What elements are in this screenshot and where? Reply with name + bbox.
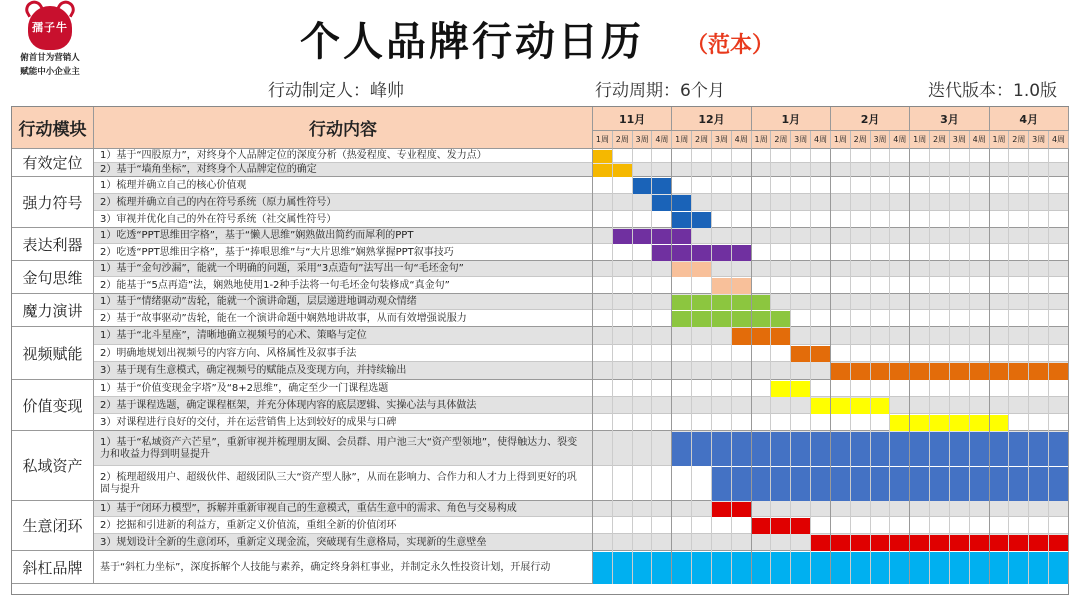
week-header: 3周 [871, 131, 891, 149]
action-item-text: 2）能基于“5点再造”法，娴熟地使用1-2种手法将一句毛坯金句装修成“真金句” [94, 277, 593, 294]
action-item-text: 基于“斜杠力坐标”，深度拆解个人技能与素养，确定终身斜杠事业，并制定永久性投资计划，开展行动 [94, 551, 593, 584]
gantt-bar [672, 432, 1069, 466]
week-header: 4周 [652, 131, 672, 149]
meta-creator: 行动制定人：峰帅 [268, 81, 404, 101]
module-label: 魔力演讲 [12, 294, 94, 327]
header-content: 行动内容 [94, 107, 593, 149]
gantt-bar [752, 518, 811, 534]
gantt-bar [712, 278, 752, 294]
action-item-text: 2）梳理并确立自己的内在符号系统（原力属性符号） [94, 194, 593, 211]
week-header: 1周 [990, 131, 1010, 149]
gantt-bar [593, 164, 633, 177]
week-header: 4周 [1049, 131, 1069, 149]
week-header: 2周 [1009, 131, 1029, 149]
meta-period: 行动周期：6个月 [595, 81, 725, 101]
gantt-bar [613, 229, 692, 244]
action-item-text: 1）基于“四股原力”，对终身个人品牌定位的深度分析（热爱程度、专业程度、发力点） [94, 149, 593, 163]
module-label: 私域资产 [12, 431, 94, 501]
module-label: 价值变现 [12, 380, 94, 431]
logo-tagline-1: 俯首甘为营销人 [20, 53, 80, 63]
week-header: 4周 [970, 131, 990, 149]
gantt-bar [633, 178, 673, 194]
month-header: 11月 [593, 107, 672, 131]
week-header: 2周 [613, 131, 633, 149]
week-header: 1周 [672, 131, 692, 149]
action-item-text: 2）基于“墙角坐标”，对终身个人品牌定位的确定 [94, 163, 593, 177]
gantt-bar [652, 245, 751, 261]
action-item-text: 1）梳理并确立自己的核心价值观 [94, 177, 593, 194]
month-header: 4月 [990, 107, 1069, 131]
header-module: 行动模块 [12, 107, 94, 149]
action-item-text: 1）基于“北斗星座”，清晰地确立视频号的心术、策略与定位 [94, 327, 593, 345]
action-item-text: 1）吃透“PPT思维田字格”，基于“懒人思维”娴熟做出简约而犀利的PPT [94, 228, 593, 244]
week-header: 4周 [732, 131, 752, 149]
gantt-bar [672, 295, 771, 310]
gantt-bar [831, 363, 1069, 380]
gantt-bar [712, 467, 1069, 501]
brand-logo [8, 6, 92, 78]
week-header: 1周 [831, 131, 851, 149]
week-header: 3周 [633, 131, 653, 149]
gantt-bar [791, 346, 831, 362]
module-label: 视频赋能 [12, 327, 94, 380]
week-header: 3周 [712, 131, 732, 149]
action-item-text: 3）对课程进行良好的交付，并在运营销售上达到较好的成果与口碑 [94, 414, 593, 431]
module-label: 强力符号 [12, 177, 94, 228]
month-header: 1月 [752, 107, 831, 131]
action-item-text: 1）基于“情绪驱动”齿轮，能就一个演讲命题，层层递进地调动观众情绪 [94, 294, 593, 310]
gantt-bar [732, 328, 791, 345]
module-label: 斜杠品牌 [12, 551, 94, 584]
gantt-bar [811, 535, 1069, 551]
action-item-text: 3）审视并优化自己的外在符号系统（社交属性符号） [94, 211, 593, 228]
gantt-bar [890, 415, 1009, 431]
gantt-bar [771, 381, 811, 397]
action-item-text: 3）基于现有生意模式，确定视频号的赋能点及变现方向，并持续输出 [94, 362, 593, 380]
module-label: 有效定位 [12, 149, 94, 177]
module-label: 生意闭环 [12, 501, 94, 551]
action-item-text: 3）规划设计全新的生意闭环，重新定义现金流，突破现有生意格局，实现新的生意壁垒 [94, 534, 593, 551]
bull-head-icon [28, 6, 72, 50]
gantt-bar [672, 311, 791, 327]
module-label: 表达利器 [12, 228, 94, 261]
week-header: 4周 [811, 131, 831, 149]
logo-badge-text: 孺子牛 [32, 21, 68, 34]
week-header: 2周 [851, 131, 871, 149]
week-header: 1周 [593, 131, 613, 149]
action-item-text: 1）基于“闭环力模型”，拆解并重新审视自己的生意模式，重估生意中的需求、角色与交易构成 [94, 501, 593, 517]
week-header: 4周 [890, 131, 910, 149]
gantt-bar [652, 195, 692, 211]
action-item-text: 1）基于“金句沙漏”，能就一个明确的问题，采用“3点造句”法写出一句“毛坯金句” [94, 261, 593, 277]
page-title: 个人品牌行动日历 [300, 19, 644, 65]
week-header: 1周 [910, 131, 930, 149]
action-item-text: 2）明确地规划出视频号的内容方向、风格属性及叙事手法 [94, 345, 593, 362]
action-item-text: 1）基于“价值变现金字塔”及“8+2思维”，确定至少一门课程选题 [94, 380, 593, 397]
week-header: 2周 [692, 131, 712, 149]
logo-tagline-2: 赋能中小企业主 [20, 67, 80, 77]
month-header: 3月 [910, 107, 989, 131]
action-item-text: 2）梳理超级用户、超级伙伴、超级团队三大“资产型人脉”，从而在影响力、合作力和人才力上得到更好的巩固与提升 [94, 466, 593, 501]
week-header: 3周 [791, 131, 811, 149]
gantt-bar [593, 150, 613, 163]
meta-version: 迭代版本：1.0版 [928, 81, 1058, 101]
month-header: 12月 [672, 107, 751, 131]
action-item-text: 2）挖掘和引进新的利益方，重新定义价值流，重组全新的价值闭环 [94, 517, 593, 534]
gantt-bar [672, 262, 712, 277]
module-label: 金句思维 [12, 261, 94, 294]
week-header: 3周 [1029, 131, 1049, 149]
month-header: 2月 [831, 107, 910, 131]
action-item-text: 2）吃透“PPT思维田字格”，基于“捧哏思维”与“大片思维”娴熟掌握PPT叙事技巧 [94, 244, 593, 261]
action-item-text: 2）基于“故事驱动”齿轮，能在一个演讲命题中娴熟地讲故事，从而有效增强说服力 [94, 310, 593, 327]
action-item-text: 2）基于课程选题，确定课程框架，并充分体现内容的底层逻辑、实操心法与具体做法 [94, 397, 593, 414]
gantt-bar [712, 502, 752, 517]
week-header: 2周 [930, 131, 950, 149]
week-header: 2周 [771, 131, 791, 149]
gantt-bar [811, 398, 890, 414]
page-subtitle: （范本） [686, 33, 775, 58]
action-item-text: 1）基于“私域资产六芒星”，重新审视并梳理朋友圈、会员群、用户池三大“资产型领地”，使得触达力、裂变力和收益力得到明显提升 [94, 431, 593, 466]
week-header: 3周 [950, 131, 970, 149]
gantt-bar [672, 212, 712, 228]
week-header: 1周 [752, 131, 772, 149]
gantt-bar [593, 552, 1069, 584]
